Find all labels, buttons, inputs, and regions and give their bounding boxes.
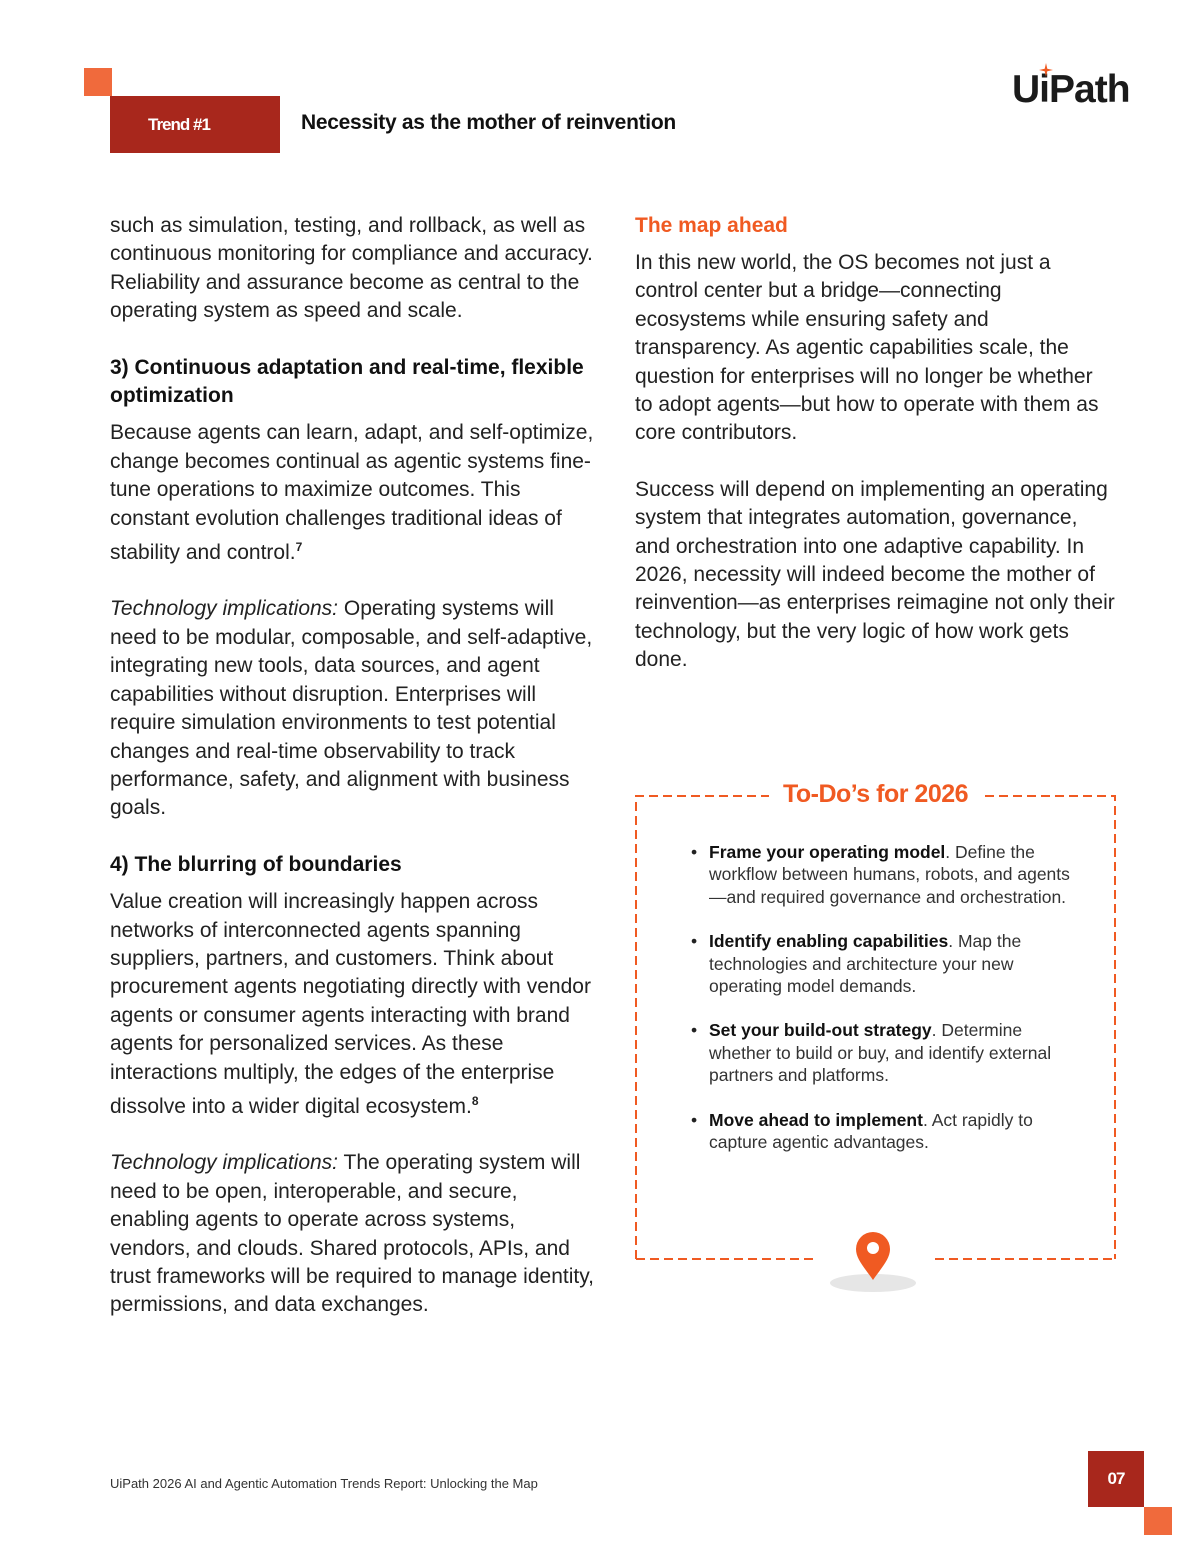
todo-item-bold: Move ahead to implement	[709, 1109, 923, 1130]
decorative-square-top	[84, 68, 112, 96]
todo-item-bold: Frame your operating model	[709, 842, 946, 862]
page-number: 07	[1088, 1451, 1144, 1507]
footnote-8: 8	[471, 1093, 479, 1108]
footer-text: UiPath 2026 AI and Agentic Automation Trends Report: Unlocking the Map	[110, 1476, 538, 1491]
todo-item	[691, 1109, 1086, 1154]
logo-letter-i: i	[1039, 68, 1050, 111]
todo-item-text: . Map the technologies and architecture your new operating model demands.	[709, 931, 1022, 997]
todo-item-text: . Define the workflow between humans, robots, and agents—and required governance and orchestration.	[709, 842, 1070, 907]
section-3-body-text: Because agents can learn, adapt, and self-optimize, change becomes continual as agentic systems fine-tune operations to maximize outcomes. This constant evolution challenges traditional ideas of stability and control.	[110, 421, 594, 565]
left-column	[110, 212, 595, 1348]
decorative-square-bottom	[1144, 1507, 1172, 1535]
tech-implications-label: Technology implications:	[110, 597, 339, 621]
todo-item-bold: Set your build-out strategy	[709, 1020, 932, 1041]
section-4-heading: 4) The blurring of boundaries	[110, 852, 402, 876]
footnote-7: 7	[295, 540, 303, 555]
todo-item	[691, 841, 1086, 908]
trend-badge: Trend #1	[110, 96, 280, 153]
todo-item-text: . Determine whether to build or buy, and identify external partners and platforms.	[709, 1020, 1052, 1086]
section-3-tech	[110, 595, 595, 822]
map-ahead-paragraph-1: In this new world, the OS becomes not just a control center but a bridge—connecting ecosystems while ensuring safety and transparency. As agentic capabilities scale, the question for enterprises will no longer be whether to adopt agents—but how to operate with them as core contributors.	[635, 251, 1099, 445]
section-4-body-text: Value creation will increasingly happen across networks of interconnected agents spanning suppliers, partners, and customers. Think about procurement agents negotiating directly with vendor agents or consumer agents interacting with brand agents for personalized services. As these interactions multiply, the edges of the enterprise dissolve into a wider digital ecosystem.	[110, 890, 591, 1118]
todo-item-text: . Act rapidly to capture agentic advantages.	[709, 1109, 1033, 1153]
right-column	[635, 212, 1115, 703]
uipath-logo	[1012, 68, 1146, 112]
map-pin-icon	[820, 1228, 920, 1294]
todo-item	[691, 1019, 1086, 1086]
section-3-body	[110, 419, 595, 567]
section-4-tech	[110, 1149, 595, 1319]
page-title: Necessity as the mother of reinvention	[301, 111, 676, 134]
todo-item	[691, 930, 1086, 997]
todo-box	[635, 780, 1116, 1260]
todo-title-text: To-Do’s for 2026	[769, 780, 982, 808]
intro-paragraph: such as simulation, testing, and rollback, as well as continuous monitoring for compliance and accuracy. Reliability and assurance become as central to the operating system as speed and scale.	[110, 214, 593, 323]
todo-list	[691, 841, 1086, 1175]
map-ahead-paragraph-2: Success will depend on implementing an operating system that integrates automation, governance, and orchestration into one adaptive capability. In 2026, necessity will indeed become the mother of reinvention—as enterprises reimagine not only their technology, but the very logic of how work gets done.	[635, 477, 1115, 672]
logo-spark-icon	[1039, 63, 1053, 77]
logo-text-path: Path	[1049, 68, 1130, 111]
section-4-tech-text: The operating system will need to be open, interoperable, and secure, enabling agents to operate across systems, vendors, and clouds. Shared protocols, APIs, and trust frameworks will be required to manage identity, permissions, and data exchanges.	[110, 1151, 594, 1317]
tech-implications-label: Technology implications:	[110, 1151, 339, 1175]
section-3-tech-text: Operating systems will need to be modular, composable, and self-adaptive, integrating new tools, data sources, and agent capabilities without disruption. Enterprises will require simulation environments to test potential changes and real-time observability to track performance, safety, and alignment with business goals.	[110, 597, 593, 820]
section-4-body	[110, 888, 595, 1121]
todo-title	[635, 780, 1116, 809]
section-3-heading: 3) Continuous adaptation and real-time, flexible optimization	[110, 355, 584, 408]
map-ahead-heading: The map ahead	[635, 214, 788, 237]
logo-text-u: U	[1012, 68, 1040, 111]
todo-item-bold: Identify enabling capabilities	[709, 931, 949, 952]
